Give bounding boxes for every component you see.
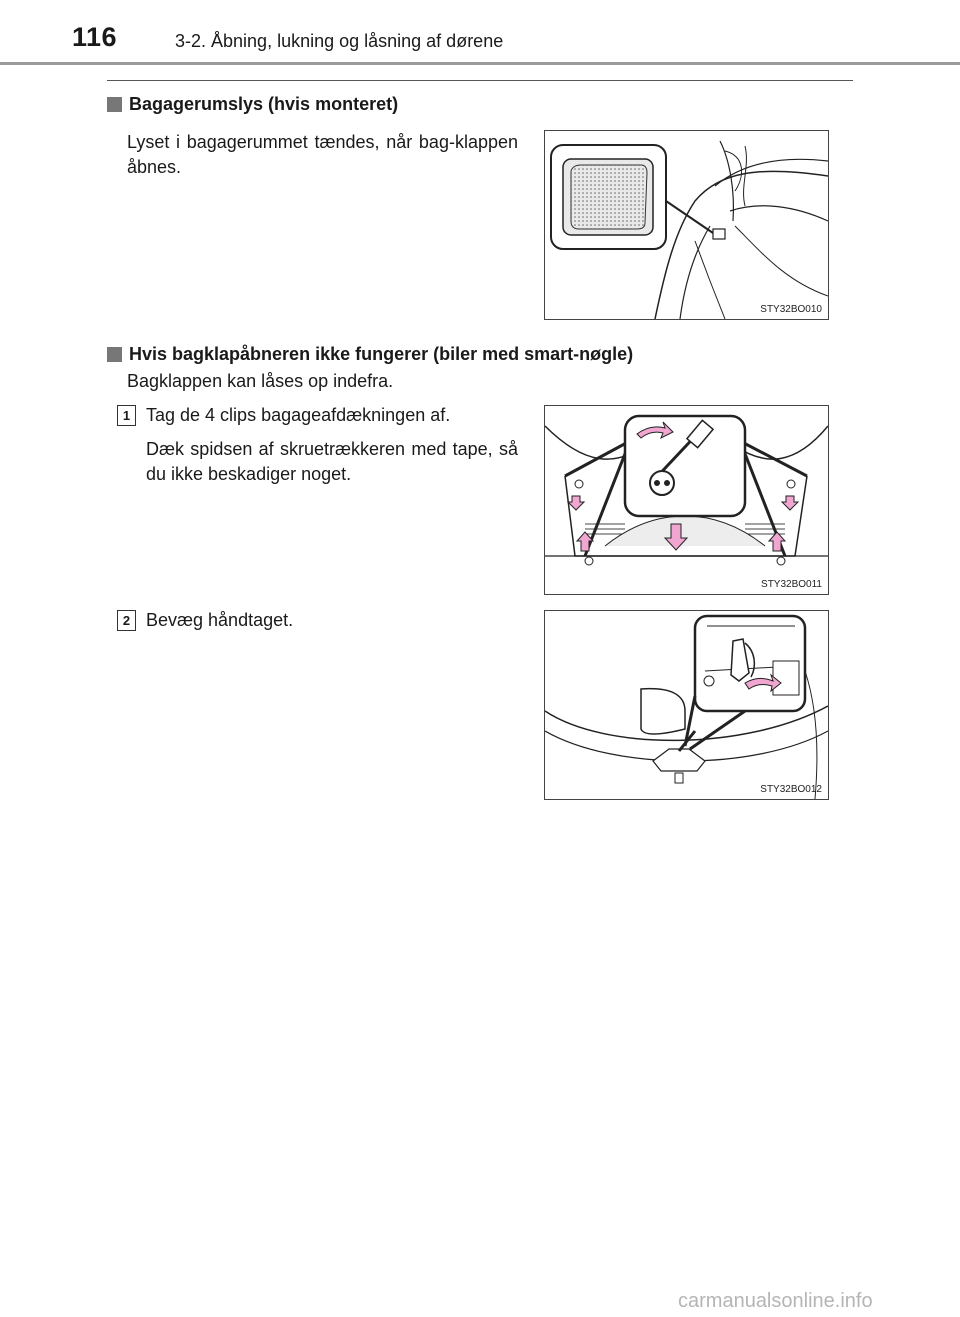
step-1-badge: 1 xyxy=(117,405,136,426)
step-2-badge: 2 xyxy=(117,610,136,631)
figure-code: STY32BO010 xyxy=(760,304,822,315)
heading-text: Hvis bagklapåbneren ikke fungerer (biler med smart-nøgle) xyxy=(129,344,634,364)
figure-move-handle xyxy=(544,610,829,800)
heading-luggage-light xyxy=(107,94,398,115)
content-rule xyxy=(107,80,853,81)
watermark: carmanualsonline.info xyxy=(678,1290,873,1312)
figure-code: STY32BO012 xyxy=(760,784,822,795)
step-2-text: Bevæg håndtaget. xyxy=(146,610,294,630)
step-1-text: Tag de 4 clips bagageafdækningen af. xyxy=(146,405,451,425)
square-bullet-icon xyxy=(107,347,122,362)
remove-clips-illustration xyxy=(545,406,828,594)
figure-luggage-light xyxy=(544,130,829,320)
section-title: 3-2. Åbning, lukning og låsning af dørene xyxy=(175,31,504,51)
step-1-note: Dæk spidsen af skruetrækkeren med tape, så du ikke beskadiger noget. xyxy=(146,439,518,484)
heading-text: Bagagerumslys (hvis monteret) xyxy=(129,94,399,114)
page-number: 116 xyxy=(72,22,118,52)
heading-tailgate-opener xyxy=(107,344,633,365)
luggage-light-illustration xyxy=(545,131,828,319)
figure-code: STY32BO011 xyxy=(761,579,822,590)
move-handle-illustration xyxy=(545,611,828,799)
luggage-light-text: Lyset i bagagerummet tændes, når bag-klappen åbnes. xyxy=(127,132,518,177)
figure-remove-clips xyxy=(544,405,829,595)
square-bullet-icon xyxy=(107,97,122,112)
header-rule xyxy=(0,62,960,65)
tailgate-intro-text: Bagklappen kan låses op indefra. xyxy=(127,371,394,391)
